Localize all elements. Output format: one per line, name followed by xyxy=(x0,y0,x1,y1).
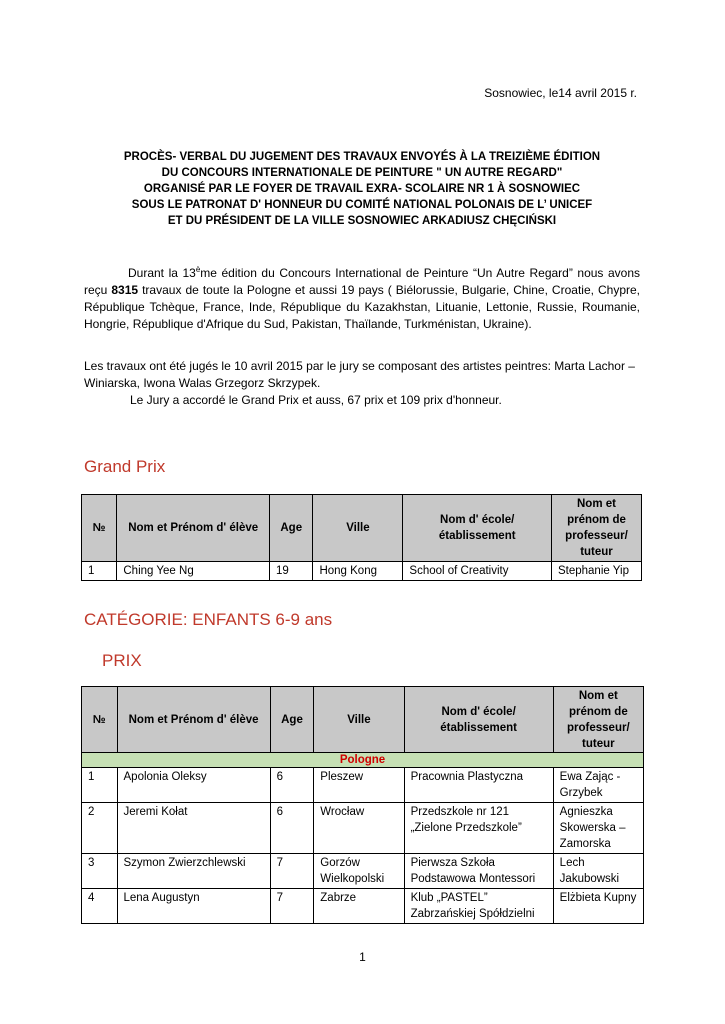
cell-no: 2 xyxy=(82,803,118,854)
cell-tutor: Stephanie Yip xyxy=(551,562,641,581)
cell-tutor: Lech Jakubowski xyxy=(553,854,643,889)
table-row xyxy=(82,562,642,581)
cell-city: Pleszew xyxy=(314,768,404,803)
header-no: № xyxy=(82,687,118,753)
cell-city: Gorzów Wielkopolski xyxy=(314,854,404,889)
cell-city: Wrocław xyxy=(314,803,404,854)
cell-age: 19 xyxy=(270,562,313,581)
cell-school: Pierwsza Szkoła Podstawowa Montessori xyxy=(404,854,553,889)
intro-text: me édition du Concours International de Peinture “Un Autre Regard” nous avons reçu xyxy=(84,266,640,297)
cell-age: 6 xyxy=(270,768,314,803)
jury-awards-line: Le Jury a accordé le Grand Prix et auss, 67 prix et 109 prix d'honneur. xyxy=(130,393,502,407)
header-no: № xyxy=(82,495,117,562)
cell-city: Hong Kong xyxy=(313,562,403,581)
country-row xyxy=(82,753,644,768)
table-row xyxy=(82,889,644,924)
header-age: Age xyxy=(270,687,314,753)
prix-table xyxy=(81,686,644,924)
cell-age: 6 xyxy=(270,803,314,854)
cell-age: 7 xyxy=(270,854,314,889)
header-city: Ville xyxy=(313,495,403,562)
cell-name: Szymon Zwierzchlewski xyxy=(117,854,270,889)
header-name: Nom et Prénom d' élève xyxy=(117,687,270,753)
cell-no: 4 xyxy=(82,889,118,924)
header-school: Nom d' école/ établissement xyxy=(404,687,553,753)
grand-prix-table xyxy=(81,494,642,581)
intro-text: travaux de toute la Pologne et aussi 19 pays ( Biélorussie, Bulgarie, Chine, Croatie, Chypre, République Tchèque, France, Inde, République du Kazakhstan, Lituanie, Lettonie, Russie, Roumanie, Hongrie, République d'Afrique du Sud, Pakistan, Thaïlande, Turkménistan, Ukraine). xyxy=(84,283,640,331)
cell-name: Apolonia Oleksy xyxy=(117,768,270,803)
works-count: 8315 xyxy=(111,283,139,297)
title-line: DU CONCOURS INTERNATIONALE DE PEINTURE " UN AUTRE REGARD" xyxy=(161,167,563,179)
title-line: ET DU PRÉSIDENT DE LA VILLE SOSNOWIEC ARKADIUSZ CHĘCIŃSKI xyxy=(167,215,557,227)
jury-line: Les travaux ont été jugés le 10 avril 2015 par le jury se composant des artistes peintres: Marta Lachor – Winiarska, Iwona Walas Grzegorz Skrzypek. xyxy=(84,359,635,390)
header-age: Age xyxy=(270,495,313,562)
cell-city: Zabrze xyxy=(314,889,404,924)
cell-tutor: Ewa Zając - Grzybek xyxy=(553,768,643,803)
category-heading: CATÉGORIE: ENFANTS 6-9 ans xyxy=(84,610,333,629)
title-line: SOUS LE PATRONAT D' HONNEUR DU COMITÉ NATIONAL POLONAIS DE L’ UNICEF xyxy=(131,199,593,211)
title-line: ORGANISÉ PAR LE FOYER DE TRAVAIL EXRA- SCOLAIRE NR 1 À SOSNOWIEC xyxy=(143,183,581,195)
cell-school: Przedszkole nr 121 „Zielone Przedszkole” xyxy=(404,803,553,854)
cell-tutor: Agnieszka Skowerska – Zamorska xyxy=(553,803,643,854)
table-row xyxy=(82,803,644,854)
table-header-row xyxy=(82,687,644,753)
cell-tutor: Elżbieta Kupny xyxy=(553,889,643,924)
document-date: Sosnowiec, le14 avril 2015 r. xyxy=(484,86,637,100)
header-tutor: Nom et prénom de professeur/ tuteur xyxy=(553,687,643,753)
cell-no: 1 xyxy=(82,768,118,803)
cell-name: Ching Yee Ng xyxy=(117,562,270,581)
page-number: 1 xyxy=(359,950,366,964)
cell-school: Klub „PASTEL” Zabrzańskiej Spółdzielni xyxy=(404,889,553,924)
cell-name: Jeremi Kołat xyxy=(117,803,270,854)
header-name: Nom et Prénom d' élève xyxy=(117,495,270,562)
cell-school: Pracownia Plastyczna xyxy=(404,768,553,803)
cell-no: 3 xyxy=(82,854,118,889)
title-line: PROCÈS- VERBAL DU JUGEMENT DES TRAVAUX ENVOYÉS À LA TREIZIÈME ÉDITION xyxy=(123,151,601,163)
intro-superscript: è xyxy=(195,265,201,274)
header-tutor: Nom et prénom de professeur/ tuteur xyxy=(551,495,641,562)
header-school: Nom d' école/ établissement xyxy=(403,495,552,562)
header-city: Ville xyxy=(314,687,404,753)
table-row xyxy=(82,768,644,803)
country-label: Pologne xyxy=(82,753,644,768)
document-title xyxy=(84,149,640,229)
intro-paragraph xyxy=(84,261,640,333)
prix-heading: PRIX xyxy=(102,651,142,670)
cell-age: 7 xyxy=(270,889,314,924)
intro-text: Durant la 13 xyxy=(128,266,196,280)
table-header-row xyxy=(82,495,642,562)
jury-paragraph xyxy=(84,358,640,409)
cell-school: School of Creativity xyxy=(403,562,552,581)
cell-name: Lena Augustyn xyxy=(117,889,270,924)
table-row xyxy=(82,854,644,889)
grand-prix-heading: Grand Prix xyxy=(84,457,166,476)
cell-no: 1 xyxy=(82,562,117,581)
